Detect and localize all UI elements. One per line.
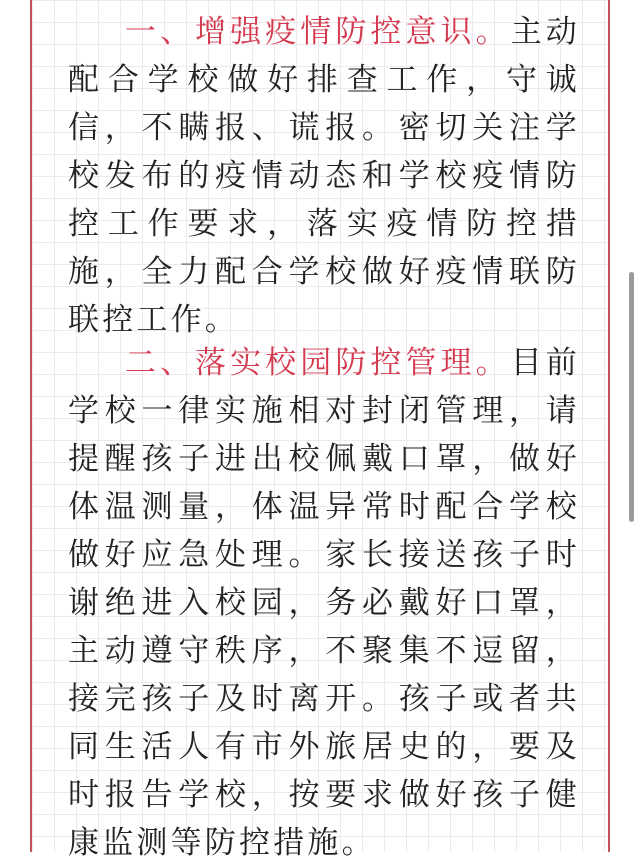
section-2-heading: 二、落实校园防控管理。 — [124, 345, 511, 381]
section-1-heading: 一、增强疫情防控意识。 — [124, 14, 511, 50]
section-1-paragraph — [68, 8, 580, 344]
section-1-body: 主动配合学校做好排查工作，守诚信，不瞒报、谎报。密切关注学校发布的疫情动态和学校疫情防控工作要求，落实疫情防控措施，全力配合学校做好疫情联防联控工作。 — [68, 14, 580, 338]
vertical-scrollbar[interactable] — [629, 272, 634, 522]
section-2-body: 目前学校一律实施相对封闭管理，请提醒孩子进出校佩戴口罩，做好体温测量，体温异常时配合学校做好应急处理。家长接送孩子时谢绝进入校园，务必戴好口罩，主动遵守秩序，不聚集不逗留，接完孩子及时离开。孩子或者共同生活人有市外旅居史的，要及时报告学校，按要求做好孩子健康监测等防控措施。 — [68, 345, 580, 861]
section-2-paragraph — [68, 339, 580, 867]
